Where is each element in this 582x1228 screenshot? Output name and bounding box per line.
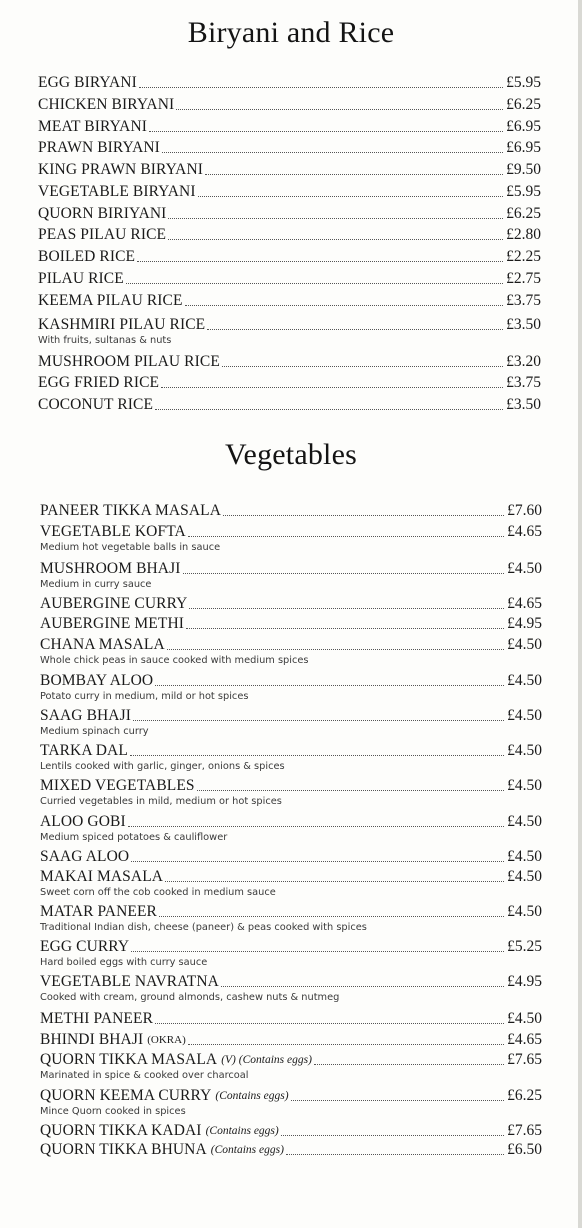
item-name: ALOO GOBI bbox=[40, 813, 126, 830]
section-title-biryani: Biryani and Rice bbox=[187, 16, 395, 49]
menu-item bbox=[38, 183, 541, 205]
menu-item bbox=[40, 1051, 542, 1081]
dot-leader bbox=[286, 1153, 504, 1155]
item-price: £3.75 bbox=[506, 374, 541, 391]
item-description: Mince Quorn cooked in spices bbox=[40, 1106, 186, 1117]
dot-leader bbox=[165, 880, 504, 882]
item-name: BOMBAY ALOO bbox=[40, 672, 154, 689]
item-price: £2.25 bbox=[506, 248, 541, 265]
item-price: £5.95 bbox=[506, 74, 541, 91]
menu-item bbox=[40, 973, 542, 1003]
item-note: (Contains eggs) bbox=[215, 1090, 289, 1102]
item-note: (Contains eggs) bbox=[205, 1125, 279, 1137]
item-note: (V) (Contains eggs) bbox=[221, 1054, 312, 1066]
item-name: MIXED VEGETABLES bbox=[40, 777, 195, 794]
dot-leader bbox=[186, 627, 504, 629]
item-price: £3.50 bbox=[506, 316, 541, 333]
item-price: £4.50 bbox=[507, 672, 542, 689]
menu-item bbox=[40, 636, 542, 666]
item-price: £4.65 bbox=[507, 595, 542, 612]
item-note: (OKRA) bbox=[147, 1034, 186, 1046]
dot-leader bbox=[223, 514, 504, 516]
item-name: QUORN TIKKA BHUNA bbox=[40, 1141, 207, 1158]
menu-item bbox=[38, 270, 541, 292]
item-name: BHINDI BHAJI bbox=[40, 1031, 144, 1048]
item-price: £5.95 bbox=[506, 183, 541, 200]
page-edge bbox=[578, 0, 582, 1228]
item-price: £6.25 bbox=[507, 1087, 542, 1104]
item-name: SAAG BHAJI bbox=[40, 707, 131, 724]
dot-leader bbox=[131, 950, 504, 952]
item-price: £7.65 bbox=[507, 1122, 542, 1139]
menu-item bbox=[38, 118, 541, 140]
item-name: MATAR PANEER bbox=[40, 903, 157, 920]
item-description: Sweet corn off the cob cooked in medium sauce bbox=[40, 887, 276, 898]
menu-item bbox=[40, 777, 542, 807]
menu-item bbox=[38, 74, 541, 96]
dot-leader bbox=[188, 535, 504, 537]
dot-leader bbox=[281, 1134, 504, 1136]
menu-item bbox=[38, 353, 541, 375]
item-price: £3.75 bbox=[506, 292, 541, 309]
dot-leader bbox=[155, 684, 504, 686]
dot-leader bbox=[126, 282, 503, 284]
item-name: QUORN KEEMA CURRY bbox=[40, 1087, 212, 1104]
item-description: Medium spinach curry bbox=[40, 726, 149, 737]
dot-leader bbox=[207, 328, 503, 330]
item-price: £4.50 bbox=[507, 777, 542, 794]
dot-leader bbox=[189, 607, 504, 609]
menu-item bbox=[40, 903, 542, 933]
menu-item bbox=[40, 1031, 542, 1053]
menu-item bbox=[38, 139, 541, 161]
item-name: PANEER TIKKA MASALA bbox=[40, 502, 222, 519]
item-price: £4.65 bbox=[507, 1031, 542, 1048]
item-name: PEAS PILAU RICE bbox=[38, 226, 167, 243]
item-description: Medium spiced potatoes & cauliflower bbox=[40, 832, 228, 843]
dot-leader bbox=[188, 1043, 504, 1045]
dot-leader bbox=[167, 648, 504, 650]
dot-leader bbox=[155, 1022, 504, 1024]
item-name: COCONUT RICE bbox=[38, 396, 154, 413]
menu-item bbox=[38, 226, 541, 248]
item-description: With fruits, sultanas & nuts bbox=[38, 335, 172, 346]
menu-item bbox=[40, 595, 542, 617]
menu-item bbox=[40, 848, 542, 870]
dot-leader bbox=[198, 195, 504, 197]
item-price: £7.60 bbox=[507, 502, 542, 519]
item-price: £4.50 bbox=[507, 636, 542, 653]
item-price: £3.50 bbox=[506, 396, 541, 413]
item-description: Traditional Indian dish, cheese (paneer) & peas cooked with spices bbox=[40, 922, 367, 933]
menu-item bbox=[38, 396, 541, 418]
dot-leader bbox=[159, 915, 504, 917]
dot-leader bbox=[176, 108, 503, 110]
dot-leader bbox=[162, 151, 503, 153]
menu-item bbox=[40, 523, 542, 553]
item-name: SAAG ALOO bbox=[40, 848, 130, 865]
item-name: PRAWN BIRYANI bbox=[38, 139, 160, 156]
item-name: KASHMIRI PILAU RICE bbox=[38, 316, 206, 333]
item-price: £4.50 bbox=[507, 813, 542, 830]
menu-item bbox=[40, 502, 542, 524]
dot-leader bbox=[197, 789, 504, 791]
dot-leader bbox=[314, 1063, 504, 1065]
item-name: QUORN BIRIYANI bbox=[38, 205, 167, 222]
item-price: £3.20 bbox=[506, 353, 541, 370]
item-name: VEGETABLE BIRYANI bbox=[38, 183, 196, 200]
menu-item bbox=[40, 672, 542, 702]
menu-item bbox=[38, 316, 541, 346]
menu-item bbox=[40, 1087, 542, 1117]
item-description: Cooked with cream, ground almonds, cashew nuts & nutmeg bbox=[40, 992, 340, 1003]
dot-leader bbox=[133, 719, 504, 721]
item-name: VEGETABLE KOFTA bbox=[40, 523, 186, 540]
item-name: VEGETABLE NAVRATNA bbox=[40, 973, 219, 990]
item-description: Lentils cooked with garlic, ginger, onions & spices bbox=[40, 761, 285, 772]
item-name: PILAU RICE bbox=[38, 270, 124, 287]
item-description: Whole chick peas in sauce cooked with medium spices bbox=[40, 655, 309, 666]
menu-item bbox=[40, 707, 542, 737]
item-price: £4.50 bbox=[507, 848, 542, 865]
menu-item bbox=[38, 205, 541, 227]
dot-leader bbox=[161, 386, 503, 388]
menu-item bbox=[40, 1010, 542, 1032]
item-name: AUBERGINE METHI bbox=[40, 615, 184, 632]
menu-item bbox=[38, 374, 541, 396]
item-description: Marinated in spice & cooked over charcoal bbox=[40, 1070, 249, 1081]
dot-leader bbox=[128, 825, 504, 827]
item-note: (Contains eggs) bbox=[210, 1144, 284, 1156]
item-name: BOILED RICE bbox=[38, 248, 136, 265]
menu-item bbox=[40, 938, 542, 968]
item-description: Medium hot vegetable balls in sauce bbox=[40, 542, 221, 553]
item-price: £6.95 bbox=[506, 118, 541, 135]
dot-leader bbox=[205, 173, 503, 175]
item-name: CHICKEN BIRYANI bbox=[38, 96, 175, 113]
item-price: £4.95 bbox=[507, 973, 542, 990]
dot-leader bbox=[139, 86, 503, 88]
item-name: KING PRAWN BIRYANI bbox=[38, 161, 204, 178]
item-name: KEEMA PILAU RICE bbox=[38, 292, 183, 309]
dot-leader bbox=[131, 860, 504, 862]
menu-item bbox=[40, 1141, 542, 1163]
item-name: MUSHROOM PILAU RICE bbox=[38, 353, 220, 370]
menu-item bbox=[40, 813, 542, 843]
item-price: £6.25 bbox=[506, 96, 541, 113]
menu-item bbox=[40, 615, 542, 637]
dot-leader bbox=[149, 130, 503, 132]
item-name: QUORN TIKKA MASALA bbox=[40, 1051, 218, 1068]
item-price: £6.50 bbox=[507, 1141, 542, 1158]
dot-leader bbox=[168, 238, 503, 240]
menu-item bbox=[38, 96, 541, 118]
item-description: Medium in curry sauce bbox=[40, 579, 152, 590]
dot-leader bbox=[183, 572, 505, 574]
item-price: £4.50 bbox=[507, 560, 542, 577]
item-description: Hard boiled eggs with curry sauce bbox=[40, 957, 208, 968]
dot-leader bbox=[137, 260, 503, 262]
item-price: £9.50 bbox=[506, 161, 541, 178]
item-price: £2.75 bbox=[506, 270, 541, 287]
item-price: £6.95 bbox=[506, 139, 541, 156]
item-price: £4.50 bbox=[507, 707, 542, 724]
item-name: METHI PANEER bbox=[40, 1010, 154, 1027]
item-name: EGG BIRYANI bbox=[38, 74, 137, 91]
item-name: MUSHROOM BHAJI bbox=[40, 560, 181, 577]
item-name: EGG CURRY bbox=[40, 938, 130, 955]
item-name: EGG FRIED RICE bbox=[38, 374, 160, 391]
item-description: Potato curry in medium, mild or hot spices bbox=[40, 691, 249, 702]
item-name: QUORN TIKKA KADAI bbox=[40, 1122, 202, 1139]
item-name: MEAT BIRYANI bbox=[38, 118, 147, 135]
item-price: £2.80 bbox=[506, 226, 541, 243]
dot-leader bbox=[168, 217, 503, 219]
item-price: £4.65 bbox=[507, 523, 542, 540]
item-price: £4.50 bbox=[507, 903, 542, 920]
item-price: £4.50 bbox=[507, 1010, 542, 1027]
item-price: £7.65 bbox=[507, 1051, 542, 1068]
menu-item bbox=[40, 742, 542, 772]
dot-leader bbox=[291, 1099, 505, 1101]
item-name: TARKA DAL bbox=[40, 742, 128, 759]
item-description: Curried vegetables in mild, medium or hot spices bbox=[40, 796, 282, 807]
dot-leader bbox=[221, 985, 504, 987]
dot-leader bbox=[130, 754, 504, 756]
item-price: £5.25 bbox=[507, 938, 542, 955]
dot-leader bbox=[185, 304, 504, 306]
menu-item bbox=[40, 868, 542, 898]
dot-leader bbox=[222, 365, 503, 367]
menu-item bbox=[38, 248, 541, 270]
item-price: £4.95 bbox=[507, 615, 542, 632]
menu-item bbox=[38, 292, 541, 314]
item-name: AUBERGINE CURRY bbox=[40, 595, 188, 612]
item-name: CHANA MASALA bbox=[40, 636, 165, 653]
section-title-vegetables: Vegetables bbox=[225, 438, 357, 471]
item-price: £6.25 bbox=[506, 205, 541, 222]
menu-item bbox=[38, 161, 541, 183]
item-price: £4.50 bbox=[507, 868, 542, 885]
dot-leader bbox=[155, 408, 503, 410]
menu-item bbox=[40, 560, 542, 590]
item-name: MAKAI MASALA bbox=[40, 868, 164, 885]
item-price: £4.50 bbox=[507, 742, 542, 759]
